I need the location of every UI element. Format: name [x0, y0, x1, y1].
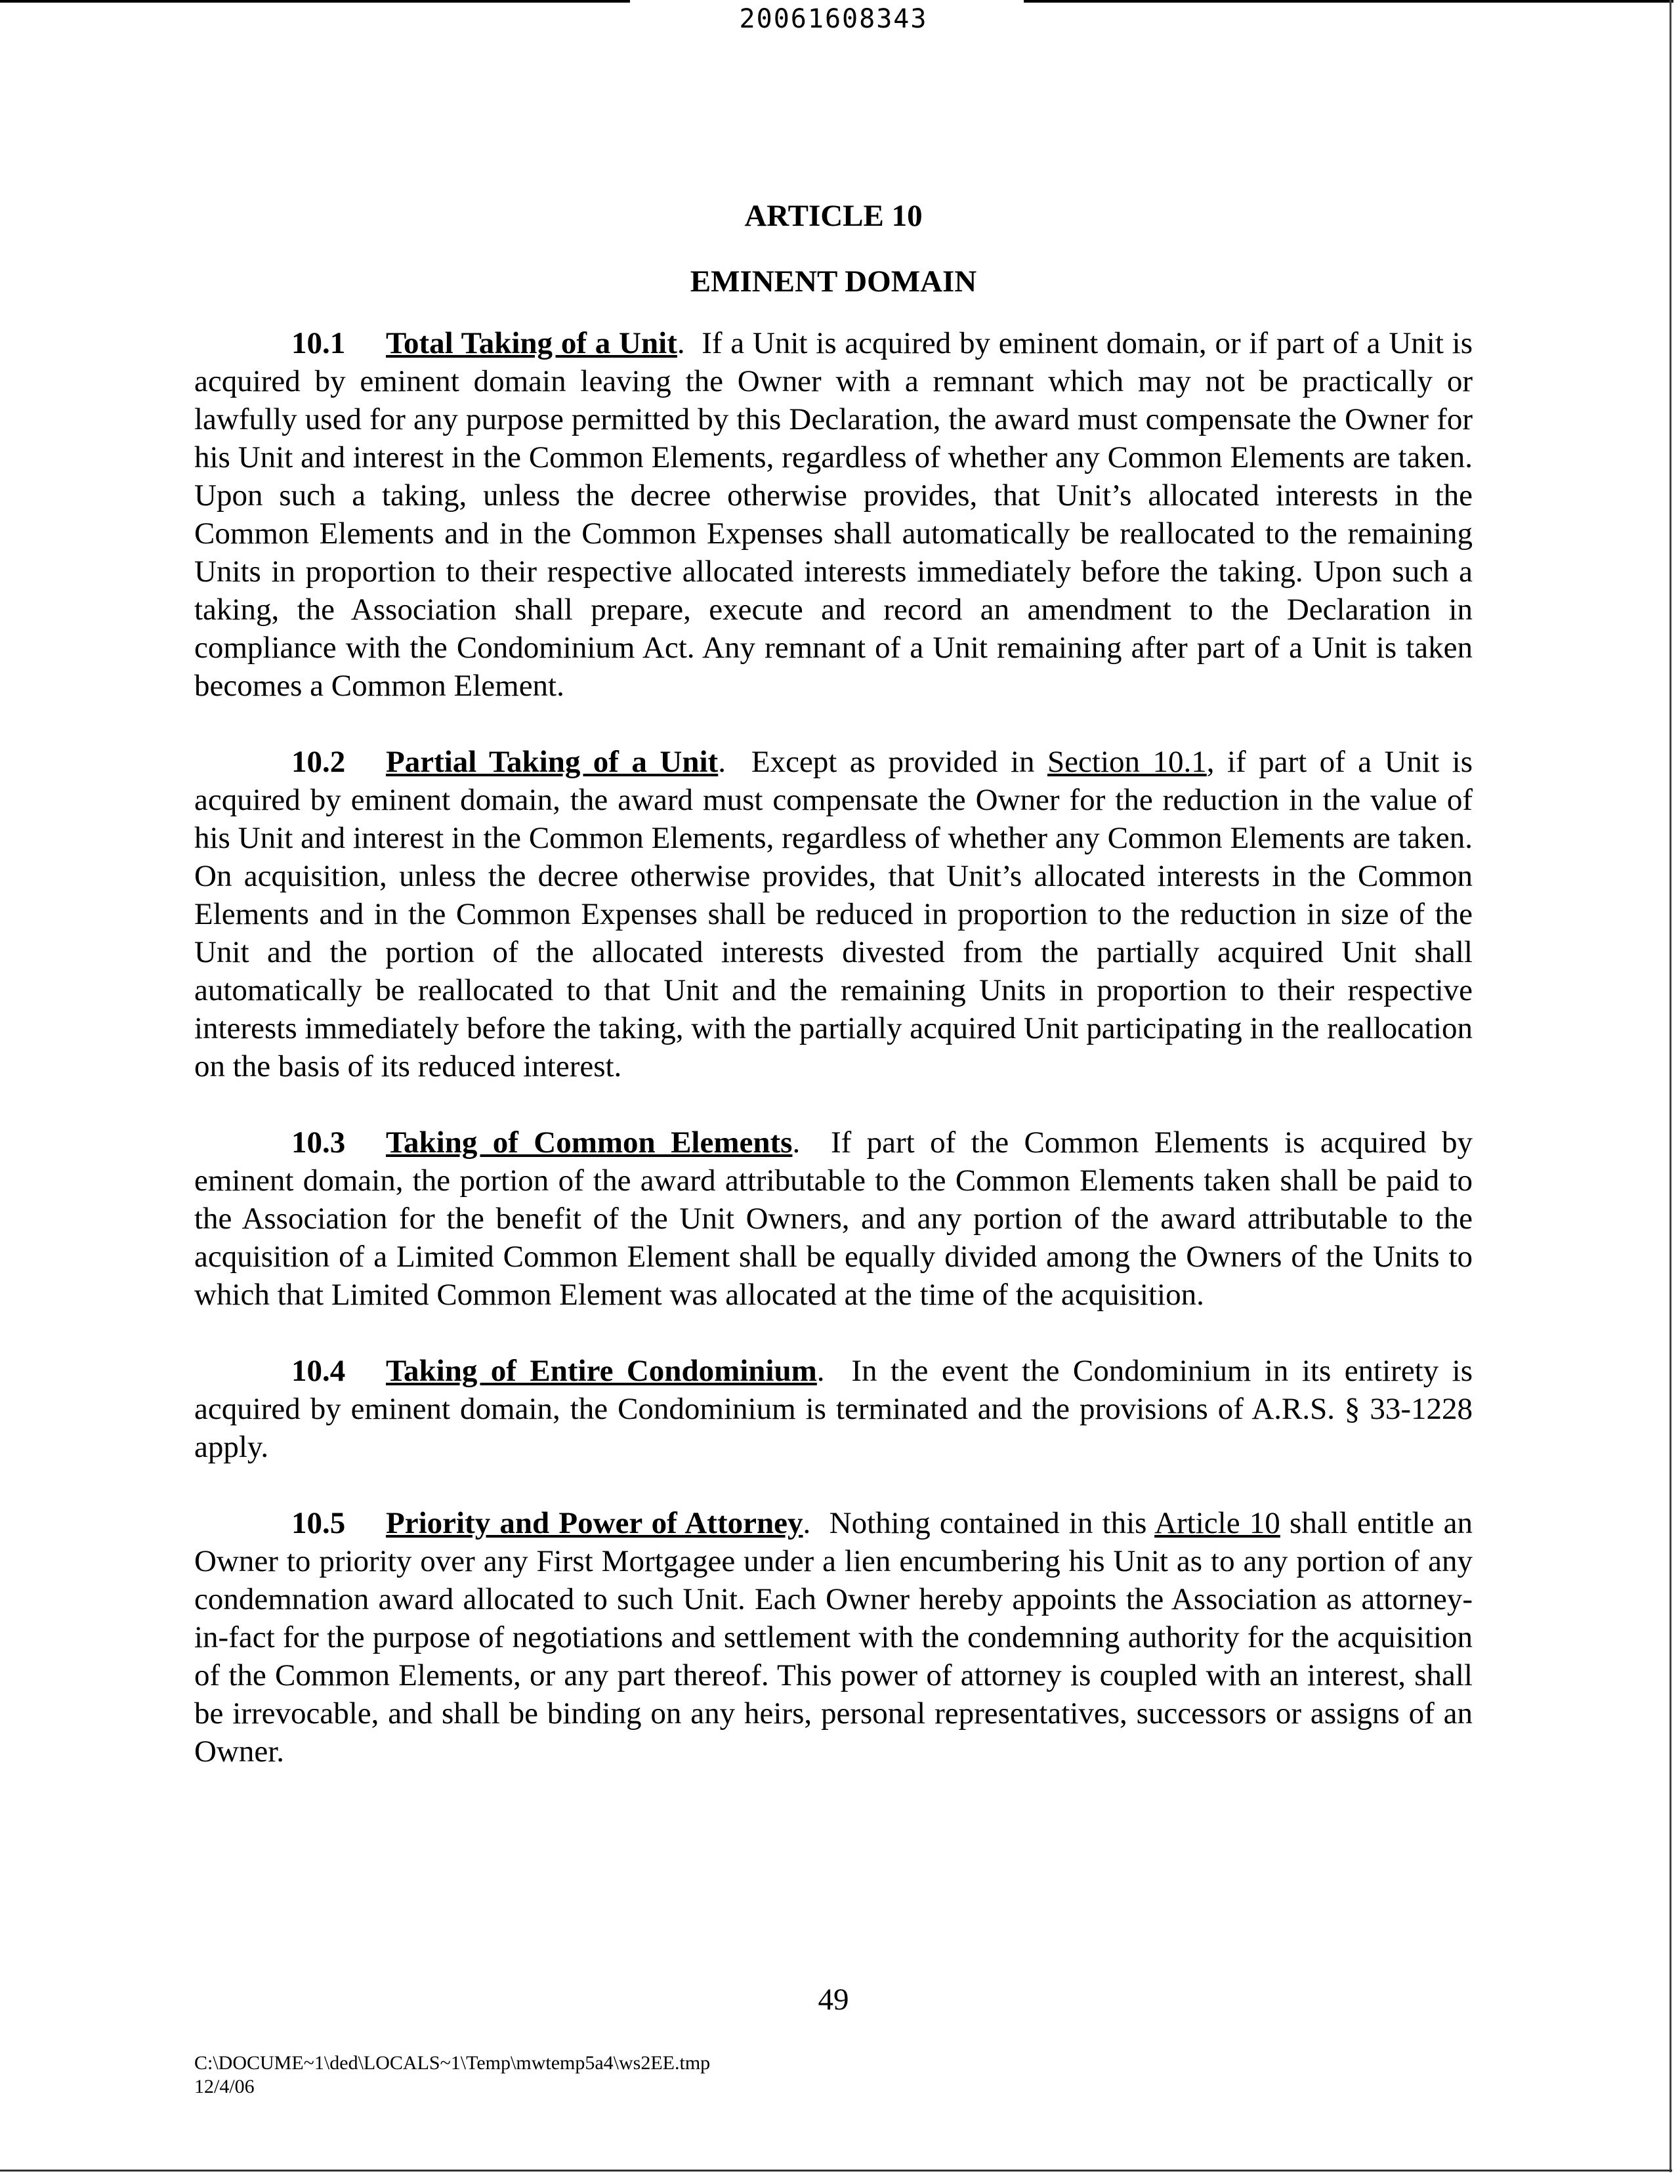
- section-number: 10.1: [291, 326, 346, 360]
- section-reference: Section 10.1: [1047, 745, 1207, 779]
- section-title: Total Taking of a Unit: [386, 326, 677, 360]
- section-10-3: 10.3 Taking of Common Elements. If part of the Common Elements is acquired by eminent domain, the portion of the award attributable to the Common Elements taken shall be paid to the Association for the benefit of the Unit Owners, and any portion of the award attributable to the acquisition of a Limited Common Element shall be equally divided among the Owners of the Units to which that Limited Common Element was allocated at the time of the acquisition.: [194, 1124, 1473, 1314]
- section-text: In the event the Condominium in its entirety is acquired by eminent domain, the Condominium is terminated and the provisions of A.R.S. § 33-1228 apply.: [194, 1354, 1473, 1464]
- section-10-5: 10.5 Priority and Power of Attorney. Nothing contained in this Article 10 shall entitle an Owner to priority over any First Mortgagee under a lien encumbering his Unit as to any portion of any condemnation award allocated to such Unit. Each Owner hereby appoints the Association as attorney-in-fact for the purpose of negotiations and settlement with the condemning authority for the acquisition of the Common Elements, or any part thereof. This power of attorney is coupled with an interest, shall be irrevocable, and shall be binding on any heirs, personal representatives, successors or assigns of an Owner.: [194, 1504, 1473, 1771]
- footer-date: 12/4/06: [194, 2076, 255, 2097]
- footer-file-path: C:\DOCUME~1\ded\LOCALS~1\Temp\mwtemp5a4\ws2EE.tmp: [194, 2052, 711, 2074]
- section-title: Taking of Entire Condominium: [386, 1354, 817, 1388]
- section-text: If part of the Common Elements is acquired by eminent domain, the portion of the award attributable to the Common Elements taken shall be paid to the Association for the benefit of the Unit Owners, and any portion of the award attributable to the acquisition of a Limited Common Element shall be equally divided among the Owners of the Units to which that Limited Common Element was allocated at the time of the acquisition.: [194, 1125, 1473, 1312]
- section-title: Priority and Power of Attorney: [386, 1506, 803, 1540]
- section-10-4: 10.4 Taking of Entire Condominium. In the event the Condominium in its entirety is acquired by eminent domain, the Condominium is terminated and the provisions of A.R.S. § 33-1228 apply.: [194, 1352, 1473, 1466]
- page-number: 49: [818, 1983, 849, 2017]
- section-number: 10.4: [291, 1354, 346, 1388]
- section-reference: Article 10: [1154, 1506, 1280, 1540]
- scan-border-top-right: [1024, 0, 1673, 3]
- scan-border-right: [1670, 0, 1671, 2172]
- section-number: 10.3: [291, 1125, 346, 1160]
- section-text-before-reference: Except as provided in: [751, 745, 1035, 779]
- section-text-after-reference: shall entitle an Owner to priority over any First Mortgagee under a lien encumbering his Unit as to any portion of any condemnation award allocated to such Unit. Each Owner hereby appoints the Association as attorney-in-fact for the purpose of negotiations and settlement with the condemning authority for the acquisition of the Common Elements, or any part thereof. This power of attorney is coupled with an interest, shall be irrevocable, and shall be binding on any heirs, personal representatives, successors or assigns of an Owner.: [194, 1506, 1473, 1769]
- section-number: 10.2: [291, 745, 346, 779]
- section-text: If a Unit is acquired by eminent domain, or if part of a Unit is acquired by eminent domain leaving the Owner with a remnant which may not be practically or lawfully used for any purpose permitted by this Declaration, the award must compensate the Owner for his Unit and interest in the Common Elements, regardless of whether any Common Elements are taken. Upon such a taking, unless the decree otherwise provides, that Unit’s allocated interests in the Common Elements and in the Common Expenses shall automatically be reallocated to the remaining Units in proportion to their respective allocated interests immediately before the taking. Upon such a taking, the Association shall prepare, execute and record an amendment to the Declaration in compliance with the Condominium Act. Any remnant of a Unit remaining after part of a Unit is taken becomes a Common Element.: [194, 326, 1473, 703]
- scan-border-bottom: [0, 2170, 1672, 2172]
- section-10-1: 10.1 Total Taking of a Unit. If a Unit is acquired by eminent domain, or if part of a Unit is acquired by eminent domain leaving the Owner with a remnant which may not be practically or lawfully used for any purpose permitted by this Declaration, the award must compensate the Owner for his Unit and interest in the Common Elements, regardless of whether any Common Elements are taken. Upon such a taking, unless the decree otherwise provides, that Unit’s allocated interests in the Common Elements and in the Common Expenses shall automatically be reallocated to the remaining Units in proportion to their respective allocated interests immediately before the taking. Upon such a taking, the Association shall prepare, execute and record an amendment to the Declaration in compliance with the Condominium Act. Any remnant of a Unit remaining after part of a Unit is taken becomes a Common Element.: [194, 324, 1473, 705]
- article-subtitle: EMINENT DOMAIN: [690, 264, 977, 299]
- scan-border-top-left: [0, 0, 630, 3]
- section-title: Taking of Common Elements: [386, 1125, 793, 1160]
- document-number: 20061608343: [739, 4, 928, 34]
- section-number: 10.5: [291, 1506, 346, 1540]
- page-body: [194, 197, 1473, 1809]
- section-text-after-reference: , if part of a Unit is acquired by eminent domain, the award must compensate the Owner for the reduction in the value of his Unit and interest in the Common Elements, regardless of whether any Common Elements are taken. On acquisition, unless the decree otherwise provides, that Unit’s allocated interests in the Common Elements and in the Common Expenses shall be reduced in proportion to the reduction in size of the Unit and the portion of the allocated interests divested from the partially acquired Unit shall automatically be reallocated to that Unit and the remaining Units in proportion to their respective interests immediately before the taking, with the partially acquired Unit participating in the reallocation on the basis of its reduced interest.: [194, 745, 1473, 1083]
- article-title: ARTICLE 10: [744, 199, 923, 233]
- section-10-2: 10.2 Partial Taking of a Unit. Except as provided in Section 10.1, if part of a Unit is acquired by eminent domain, the award must compensate the Owner for the reduction in the value of his Unit and interest in the Common Elements, regardless of whether any Common Elements are taken. On acquisition, unless the decree otherwise provides, that Unit’s allocated interests in the Common Elements and in the Common Expenses shall be reduced in proportion to the reduction in size of the Unit and the portion of the allocated interests divested from the partially acquired Unit shall automatically be reallocated to that Unit and the remaining Units in proportion to their respective interests immediately before the taking, with the partially acquired Unit participating in the reallocation on the basis of its reduced interest.: [194, 743, 1473, 1085]
- footer: [194, 2051, 710, 2099]
- section-text-before-reference: Nothing contained in this: [829, 1506, 1147, 1540]
- section-title: Partial Taking of a Unit: [386, 745, 719, 779]
